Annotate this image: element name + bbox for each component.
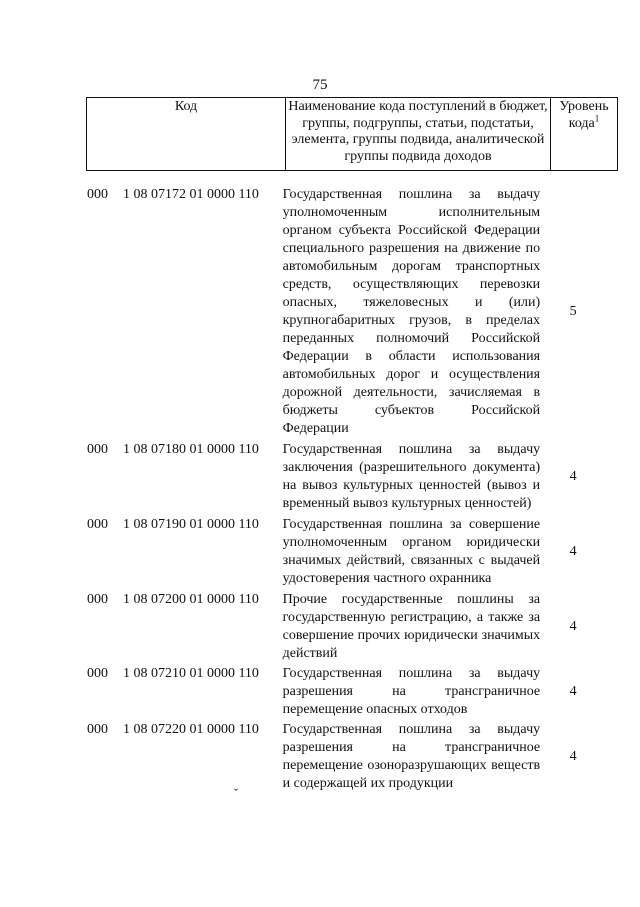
revenue-name: Государственная пошлина за выдачу разрешения на трансграничное перемещение опасных отходов [282, 666, 541, 717]
admin-code: 000 [87, 442, 108, 457]
page-number: 75 [312, 77, 328, 93]
table-row [86, 186, 606, 438]
table-header [86, 97, 618, 171]
admin-code: 000 [87, 592, 108, 607]
code-level: 4 [569, 469, 577, 484]
admin-code: 000 [87, 666, 108, 681]
header-level: Уровень кода [559, 99, 609, 131]
footnote-marker: 1 [594, 112, 600, 123]
revenue-name: Государственная пошлина за выдачу уполномоченным исполнительным органом субъекта Российской Федерации специального разрешения на движение по автомобильным дорогам транспортных средств, осуществляющих перевозки опасных, тяжеловесных и (или) крупногабаритных грузов, в пределах переданных полномочий Российской Федерации в области использования автомобильных дорог и осуществления дорожной деятельности, зачисляемая в бюджеты субъектов Российской Федерации [282, 187, 541, 436]
revenue-code: 1 08 07180 01 0000 110 [122, 442, 259, 457]
header-level-cell [551, 98, 618, 171]
revenue-code: 1 08 07200 01 0000 110 [122, 592, 259, 607]
code-level: 4 [569, 619, 577, 634]
revenue-name: Государственная пошлина за совершение уполномоченным органом юридически значимых действий, связанных с выдачей удостоверения частного охранника [282, 517, 541, 586]
revenue-name: Прочие государственные пошлины за государственную регистрацию, а также за совершение прочих юридически значимых действий [282, 592, 541, 661]
revenue-code: 1 08 07220 01 0000 110 [122, 722, 259, 737]
revenue-code-list [86, 186, 606, 793]
table-row [86, 441, 606, 513]
revenue-code: 1 08 07210 01 0000 110 [122, 666, 259, 681]
code-level: 4 [569, 684, 577, 699]
table-row [86, 665, 606, 719]
admin-code: 000 [87, 187, 108, 202]
revenue-code: 1 08 07190 01 0000 110 [122, 517, 259, 532]
table-row [86, 591, 606, 663]
header-code: Код [87, 98, 286, 171]
code-level: 4 [569, 544, 577, 559]
header-name: Наименование кода поступлений в бюджет, группы, подгруппы, статьи, подстатьи, элемента, группы подвида, аналитической группы подвида доходов [286, 98, 551, 171]
admin-code: 000 [87, 517, 108, 532]
scan-mark: ˇ [234, 786, 238, 800]
revenue-name: Государственная пошлина за выдачу заключения (разрешительного документа) на вывоз культурных ценностей (вывоз и временный вывоз культурных ценностей) [282, 442, 541, 511]
table-row [86, 721, 606, 793]
code-level: 5 [569, 304, 577, 319]
table-row [86, 516, 606, 588]
admin-code: 000 [87, 722, 108, 737]
revenue-name: Государственная пошлина за выдачу разрешения на трансграничное перемещение озоноразрушающих веществ и содержащей их продукции [282, 722, 541, 791]
code-level: 4 [569, 749, 577, 764]
revenue-code: 1 08 07172 01 0000 110 [122, 187, 259, 202]
